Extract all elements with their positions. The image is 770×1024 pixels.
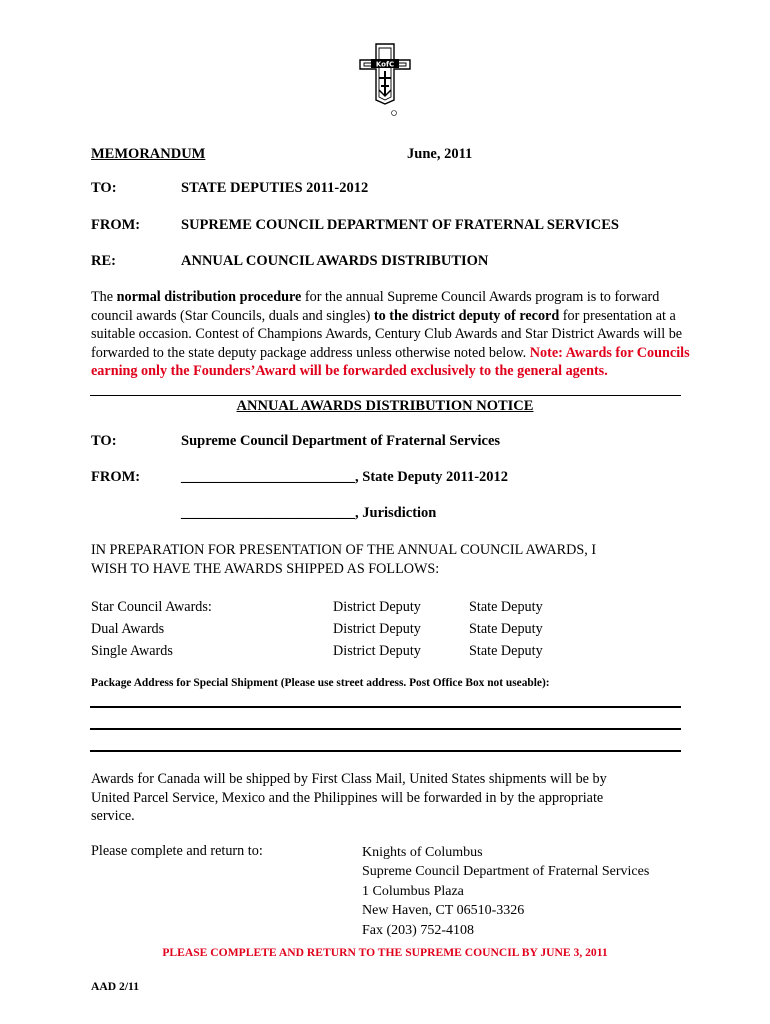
memo-to-label: TO: xyxy=(91,180,117,196)
award-label: Dual Awards xyxy=(91,620,165,637)
form-code: AAD 2/11 xyxy=(91,980,139,993)
return-deadline: PLEASE COMPLETE AND RETURN TO THE SUPREME COUNCIL BY JUNE 3, 2011 xyxy=(162,946,608,959)
shipping-line: service. xyxy=(91,808,135,825)
package-address-line-2[interactable] xyxy=(90,728,681,730)
preparation-line: WISH TO HAVE THE AWARDS SHIPPED AS FOLLOWS: xyxy=(91,560,440,577)
notice-from-label: FROM: xyxy=(91,469,141,485)
district-deputy-option[interactable] xyxy=(317,597,421,619)
notice-title: ANNUAL AWARDS DISTRIBUTION NOTICE xyxy=(236,398,534,414)
shipping-info xyxy=(91,770,711,826)
svg-text:KofC: KofC xyxy=(375,60,395,69)
option-label: State Deputy xyxy=(469,620,543,637)
founders-award-note: Note: Awards for Councils earning only the Founders’Award will be forwarded exclusively to the general agents. xyxy=(91,344,690,380)
notice-to-value: Supreme Council Department of Fraternal Services xyxy=(181,433,501,449)
jurisdiction-field[interactable]: ________________________, Jurisdiction xyxy=(181,505,437,521)
preparation-statement xyxy=(91,541,691,578)
memo-re-value: ANNUAL COUNCIL AWARDS DISTRIBUTION xyxy=(181,253,489,269)
preparation-line: IN PREPARATION FOR PRESENTATION OF THE ANNUAL COUNCIL AWARDS, I xyxy=(91,542,597,558)
memo-title: MEMORANDUM xyxy=(91,146,206,162)
package-address-label: Package Address for Special Shipment (Please use street address. Post Office Box not useable): xyxy=(91,677,550,689)
option-label: State Deputy xyxy=(469,642,543,659)
award-row-dual xyxy=(91,619,611,641)
package-address-line-3[interactable] xyxy=(90,750,681,752)
option-label: District Deputy xyxy=(333,599,421,615)
notice-to-label: TO: xyxy=(91,433,117,449)
knights-of-columbus-emblem-icon xyxy=(350,42,420,118)
award-label: Single Awards xyxy=(91,642,173,659)
intro-text: The xyxy=(91,289,117,305)
shipping-line: Awards for Canada will be shipped by First Class Mail, United States shipments will be by xyxy=(91,771,607,787)
district-deputy-option[interactable] xyxy=(317,641,421,663)
awards-options xyxy=(91,597,611,662)
memo-date: June, 2011 xyxy=(407,146,473,162)
divider xyxy=(90,395,681,396)
state-deputy-option[interactable] xyxy=(453,597,543,619)
award-row-single xyxy=(91,641,611,663)
option-label: District Deputy xyxy=(333,642,421,659)
intro-paragraph xyxy=(91,288,691,381)
state-deputy-name-field[interactable]: ________________________, State Deputy 2011-2012 xyxy=(181,469,509,485)
option-label: District Deputy xyxy=(333,620,421,637)
package-address-line-1[interactable] xyxy=(90,706,681,708)
intro-text: for presentation at a suitable occasion. Contest of Champions Awards, Century Club Awards and Star District Awards will be forwarded to the state deputy package address unless otherwise noted below. xyxy=(91,307,683,361)
address-line: 1 Columbus Plaza xyxy=(362,883,464,899)
return-address xyxy=(362,843,649,940)
address-line: Supreme Council Department of Fraternal Services xyxy=(362,864,650,880)
address-line: New Haven, CT 06510-3326 xyxy=(362,903,525,919)
option-label: State Deputy xyxy=(469,599,543,615)
fax-number: Fax (203) 752-4108 xyxy=(362,922,474,938)
memo-from-value: SUPREME COUNCIL DEPARTMENT OF FRATERNAL SERVICES xyxy=(181,217,619,233)
district-deputy-option[interactable] xyxy=(317,619,421,641)
memo-to-value: STATE DEPUTIES 2011-2012 xyxy=(181,180,369,196)
intro-emphasis-normal-procedure: normal distribution procedure xyxy=(116,289,302,305)
award-label: Star Council Awards: xyxy=(91,599,212,615)
memo-from-label: FROM: xyxy=(91,217,141,233)
state-deputy-option[interactable] xyxy=(453,619,543,641)
shipping-line: United Parcel Service, Mexico and the Philippines will be forwarded in by the appropriate xyxy=(91,789,604,806)
intro-text: for the annual Supreme Council Awards program is to forward council awards (Star Councils, duals and singles) xyxy=(91,289,660,324)
return-label: Please complete and return to: xyxy=(91,843,263,859)
award-row-star-council xyxy=(91,597,611,619)
intro-emphasis-district-deputy: to the district deputy of record xyxy=(373,307,560,324)
state-deputy-option[interactable] xyxy=(453,641,543,663)
memo-re-label: RE: xyxy=(91,253,116,269)
address-line: Knights of Columbus xyxy=(362,845,483,860)
